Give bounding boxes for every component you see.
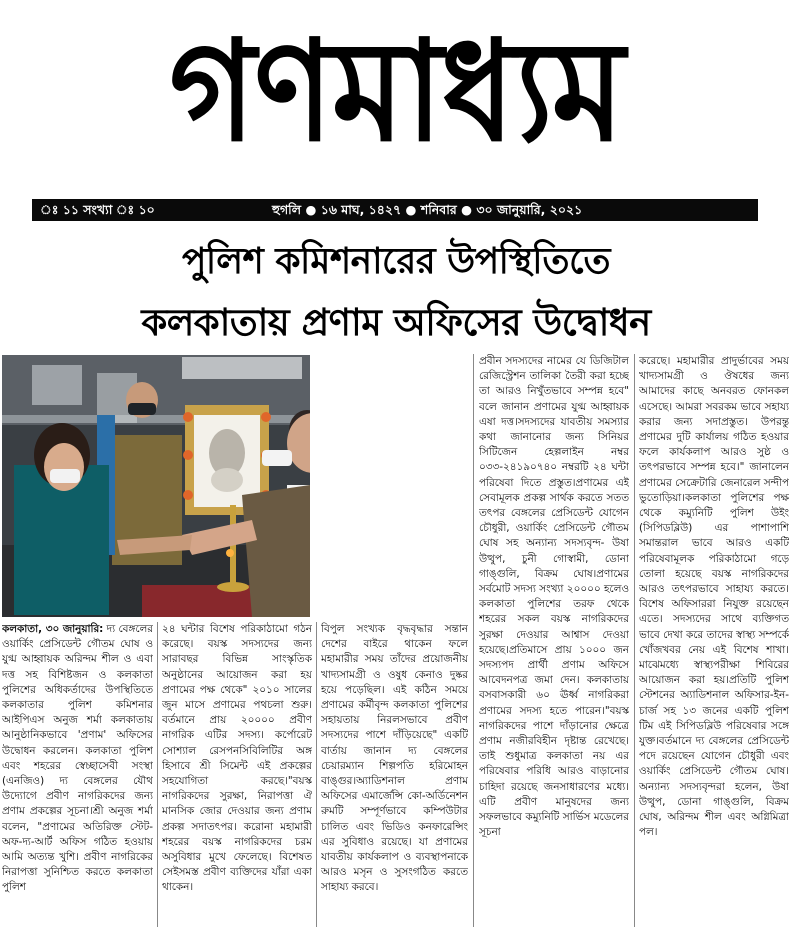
dateline-separator: ● — [305, 202, 321, 217]
dateline-date-bengali: ১৬ মাঘ, ১৪২৭ — [320, 202, 402, 217]
article-column-5 — [639, 354, 789, 927]
dateline-place: হুগলি — [272, 202, 302, 217]
column-rule — [316, 622, 317, 927]
date-info — [272, 199, 582, 221]
article-text: বিপুল সংখ্যক বৃদ্ধবৃদ্ধার সন্তান দেশের বাইরে থাকেন ফলে মহামারীর সময় তাঁদের প্রয়োজনীয় খাদ্যসামগ্রী ও ওষুধ কেনাও দুষ্কর হয়ে পড়েছিল। এই কঠিন সময়ে প্রণামের কর্মীবৃন্দ কলকাতা পুলিশের সহায়তায় নিরলসভাবে প্রবীণ সদস্যদের পাশে দাঁড়িয়েছে" একটি বার্তায় জানান দ্য বেঙ্গলের চেয়ারম্যান শিল্পপতি হরিমোহন বাঙ্গুর।অ্যাডিশনাল প্রণাম অফিসের এমার্জেন্সি কো-অর্ডিনেশন রুমটি সম্পূর্ণভাবে কম্পিউটার চালিত এবং ভিডিও কনফারেন্সিং এর সুবিধাও রয়েছে। যা প্রণামের যাবতীয় কার্যকলাপ ও ব্যবস্থাপনাকে আরও মসৃন ও সুসংগঠিত করতে সাহায্য করবে। — [321, 623, 468, 894]
column-rule — [473, 354, 474, 927]
masthead — [0, 0, 792, 190]
article-text: দ্য বেঙ্গলের ওয়ার্কিং প্রেসিডেন্ট গৌতম ঘোষ ও যুগ্ম আহ্বায়ক অরিন্দম শীল ও এবা দত্ত সহ বিশিষ্টজন ও কলকাতা পুলিশের অধিকর্তাদের উপস্থিতিতে কলকাতার পুলিশ কমিশনার আইপিএস অনুজ শর্মা কলকাতায় আনুষ্ঠানিকভাবে 'প্রণাম' অফিসের উদ্বোধন করলেন। কলকাতা পুলিশ এবং শহরের স্বেচ্ছাসেবী সংস্থা (এনজিও) দ্য বেঙ্গলের যৌথ উদ্যোগে প্রবীণ নাগরিকদের জন্য প্রণাম প্রকল্পের সূচনা।শ্রী অনুজ শর্মা বলেন, "প্রণামের অতিরিক্ত স্টেট-অফ-দ্য-আর্ট অফিস গঠিত হওয়ায় আমি অত্যন্ত খুশি। প্রবীণ নাগরিকের নিরাপত্তা সুনিশ্চিত করতে কলকাতা পুলিশ — [2, 623, 153, 894]
article-text: করেছে। মহামারীর প্রাদুর্ভাবের সময় খাদ্যসামগ্রী ও ঔষধের জন্য আমাদের কাছে অনবরত ফোনকল এসেছে। আমরা সবরকম ভাবে সহায্য করার জন্য সদাপ্রস্তুত। উপরন্তু প্রণামের দুটি কার্যালয় গঠিত হওয়ার ফলে কার্যকলাপ আরও সুষ্ঠ ও তৎপরভাবে সম্পন্ন হবে।" জানালেন প্রণামের সেক্রেটারি জেনারেল সন্দীপ ভুতোড়িয়া।কলকাতা পুলিশের পক্ষ থেকে কম্যুনিটি পুলিশ উইং (সিপিডব্লিউ) এর পাশাপাশি সমান্তরাল ভাবে আরও একটি পরিষেবামূলক পরিকাঠামো গড়ে তোলা হয়েছে বয়স্ক নাগরিকদের আরও তৎপরভাবে সাহায্য করতে। বিশেষ অফিসাররা নিযুক্ত রয়েছেন এতে। সদস্যদের সাথে ব্যক্তিগত ভাবে দেখা করে তাদের স্বাস্থ্য সম্পর্কে খোঁজখবর নেয় এই বিশেষ শাখা। মাঝেমধ্যে স্বাস্থ্যপরীক্ষা শিবিরের আয়োজন করা হয়।প্রতিটি পুলিশ স্টেশনের অ্যাডিশনাল অফিসার-ইন-চার্জ সহ ১৩ জনের একটি পুলিশ টিম এই সিপিডব্লিউ পরিষেবার সঙ্গে যুক্ত।বর্তমানে দ্য বেঙ্গলের প্রেসিডেন্ট পদে রয়েছেন যোগেন চৌধুরী এবং ওয়ার্কিং প্রেসিডেন্ট গৌতম ঘোষ। অন্যান্য সদস্যবৃন্দরা হলেন, উষা উত্থুপ, ডোনা গাঙ্গুলি, বিক্রম ঘোষ, অরিন্দম শীল এবং অগ্নিমিত্রা পল। — [639, 355, 789, 839]
column-rule — [634, 354, 635, 927]
dateline-weekday: শনিবার — [420, 202, 457, 217]
article-text: প্রবীন সদস্যদের নামের যে ডিজিটাল রেজিস্ট্রেশন তালিকা তৈরী করা হচ্ছে তা আরও নিখুঁতভাবে সম্পন্ন হবে" বলে জানান প্রণামের যুগ্ম আহ্বায়ক এষা দত্ত।সদস্যদের যাবতীয় সমস্যার কথা জানানোর জন্য সিনিয়র সিটিজেন হেল্পলাইন নম্বর ০৩৩-২৪১৯০৭৪০ নম্বরটি ২৪ ঘন্টা পরিষেবা দিতে প্রস্তুত।প্রণামের এই সেবামূলক প্রকল্প সার্থক করতে সতত তৎপর বেঙ্গলের প্রেসিডেন্ট যোগেন চৌধুরী, ওয়ার্কিং প্রেসিডেন্ট গৌতম ঘোষ সহ অন্যান্য সদস্যবৃন্দ- উষা উত্থুপ, চুনী গোস্বামী, ডোনা গাঙ্গুলি, বিক্রম ঘোষ।প্রণামের সর্বমোট সদস্য সংখ্যা ২০০০০ হলেও কলকাতা পুলিশের তরফ থেকে শহরের সকল বয়স্ক নাগরিকদের সুরক্ষা দেওয়ার আশ্বাস দেওয়া হয়েছে।প্রতিমাসে প্রায় ১০০০ জন সদস্যপদ প্রার্থী প্রণাম অফিসে আবেদনপত্র জমা দেন। কলকাতায় বসবাসকারী ৬০ ঊর্ধ্ব নাগরিকরা প্রণামের সদস্য হতে পারেন।"বয়স্ক নাগরিকদের পাশে দাঁড়ানোর ক্ষেত্রে প্রণাম নজীরবিহীন দৃষ্টান্ত রেখেছে। তাই শুধুমাত্র কলকাতা নয় এর পরিষেবার পরিধি আরও বাড়ানোর চাহিদা রয়েছে জনসাধারণের মধ্যে। এটি প্রবীণ মানুষদের জন্য সফলভাবে কম্যুনিটি সার্ভিস মডেলের সূচনা — [479, 355, 629, 839]
news-photo — [2, 355, 310, 617]
headline-line-2: কলকাতায় প্রণাম অফিসের উদ্বোধন — [141, 301, 651, 344]
inauguration-photo-illustration — [2, 355, 310, 617]
article-column-1 — [2, 622, 153, 927]
dateline-separator: ● — [461, 202, 472, 217]
dateline-bar — [32, 199, 758, 221]
article-text: ২৪ ঘন্টার বিশেষ পরিকাঠামো গঠন করেছে। বয়স্ক সদস্যদের জন্য সারাবছর বিভিন্ন সাংস্কৃতিক অনুষ্ঠানের আয়োজন করা হয় প্রণামের পক্ষ থেকে" ২০১০ সালের জুন মাসে প্রণামের পথচলা শুরু। বর্তমানে প্রায় ২০০০০ প্রবীণ নাগরিক এটির সদস্য। কর্পোরেট সোশ্যাল রেসপনসিবিলিটির অঙ্গ হিসাবে শ্রী সিমেন্ট এই প্রকল্পের সহযোগিতা করছে।"বয়স্ক নাগরিকদের সুরক্ষা, নিরাপত্তা ঐ মানসিক জোর দেওয়ার জন্য প্রণাম প্রকল্প সদাতৎপর। করোনা মহামারী শহরের বয়স্ক নাগরিকদের চরম অসুবিধার মুখে ফেলেছে। বিশেষত সেইসমস্ত প্রবীণ ব্যক্তিদের যাঁরা একা থাকেন। — [162, 623, 312, 894]
dateline-separator: ● — [405, 202, 417, 217]
article-dateline: কলকাতা, ৩০ জানুয়ারি: — [2, 623, 104, 635]
dateline-date-english: ৩০ জানুয়ারি, ২০২১ — [476, 202, 583, 217]
newspaper-title: গণমাধ্যম — [169, 10, 623, 173]
article-column-4 — [479, 354, 629, 927]
headline-line-1: পুলিশ কমিশনারের উপস্থিতিতে — [181, 241, 611, 282]
column-rule — [157, 622, 158, 927]
article-column-3 — [321, 622, 468, 927]
issue-number: ঃ ১১ সংখ্যা ঃ ১০ — [40, 202, 155, 217]
article-column-2 — [162, 622, 312, 927]
